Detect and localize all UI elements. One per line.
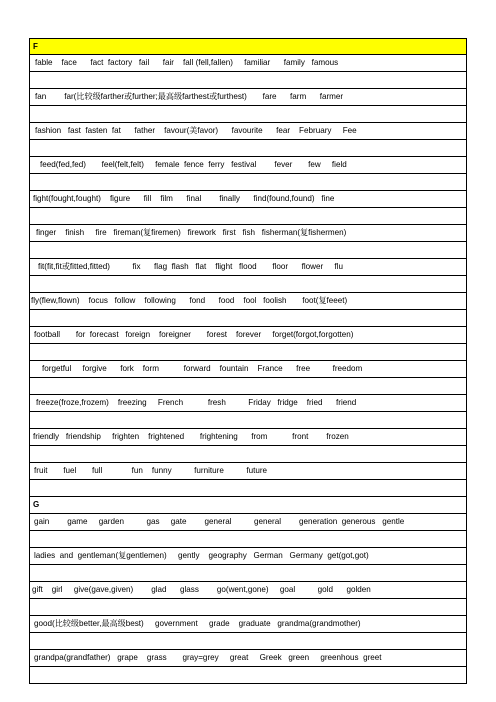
- word-line: good(比较级better,最高级best) government grade graduate grandma(grandmother): [34, 619, 361, 628]
- table-row: [29, 548, 467, 565]
- section-header-g: [29, 497, 467, 514]
- word-line: fable face fact factory fail fair fall (fell,fallen) familiar family famous: [35, 58, 339, 67]
- blank-row: [29, 72, 467, 89]
- table-row: [29, 650, 467, 667]
- vocabulary-table: [29, 38, 467, 662]
- table-row: [29, 259, 467, 276]
- table-row: [29, 429, 467, 446]
- blank-row: [29, 599, 467, 616]
- blank-row: [29, 344, 467, 361]
- word-line: fruit fuel full fun funny furniture future: [34, 466, 268, 475]
- word-line: fly(flew,flown) focus follow following fond food fool foolish foot(复feeet): [31, 296, 348, 305]
- blank-row: [29, 667, 467, 684]
- word-line: grandpa(grandfather) grape grass gray=grey great Greek green greenhous greet: [34, 653, 382, 662]
- blank-row: [29, 106, 467, 123]
- blank-row: [29, 378, 467, 395]
- word-line: fit(fit,fit或fitted,fitted) fix flag flash flat flight flood floor flower flu: [38, 262, 343, 271]
- word-line: ladies and gentleman(复gentlemen) gently geography German Germany get(got,got): [34, 551, 369, 560]
- blank-row: [29, 412, 467, 429]
- table-row: [29, 225, 467, 242]
- word-line: fight(fought,fought) figure fill film final finally find(found,found) fine: [33, 194, 335, 203]
- word-line: finger finish fire fireman(复firemen) firework first fish fisherman(复fishermen): [36, 228, 347, 237]
- word-line: fashion fast fasten fat father favour(美favor) favourite fear February Fee: [35, 126, 357, 135]
- table-row: [29, 361, 467, 378]
- blank-row: [29, 276, 467, 293]
- blank-row: [29, 531, 467, 548]
- blank-row: [29, 140, 467, 157]
- blank-row: [29, 446, 467, 463]
- table-row: [29, 293, 467, 310]
- table-row: [29, 395, 467, 412]
- table-row: [29, 582, 467, 599]
- table-row: [29, 463, 467, 480]
- word-line: freeze(froze,frozem) freezing French fresh Friday fridge fried friend: [36, 398, 357, 407]
- table-row: [29, 55, 467, 72]
- blank-row: [29, 310, 467, 327]
- blank-row: [29, 208, 467, 225]
- word-line: forgetful forgive fork form forward fountain France free freedom: [42, 364, 363, 373]
- table-row: [29, 616, 467, 633]
- table-row: [29, 191, 467, 208]
- table-row: [29, 157, 467, 174]
- word-line: gain game garden gas gate general general generation generous gentle: [34, 517, 405, 526]
- word-line: friendly friendship frighten frightened frightening from front frozen: [33, 432, 349, 441]
- blank-row: [29, 174, 467, 191]
- blank-row: [29, 565, 467, 582]
- blank-row: [29, 480, 467, 497]
- word-line: fan far(比较级farther或further;最高级farthest或furthest) fare farm farmer: [35, 92, 344, 101]
- table-row: [29, 89, 467, 106]
- table-row: [29, 123, 467, 140]
- section-header-f: [29, 38, 467, 55]
- word-line: feed(fed,fed) feel(felt,felt) female fence ferry festival fever few field: [40, 160, 347, 169]
- table-row: [29, 514, 467, 531]
- section-letter: F: [33, 42, 38, 51]
- word-line: gift girl give(gave,given) glad glass go(went,gone) goal gold golden: [32, 585, 371, 594]
- word-line: football for forecast foreign foreigner forest forever forget(forgot,forgotten): [34, 330, 354, 339]
- table-row: [29, 327, 467, 344]
- blank-row: [29, 633, 467, 650]
- section-letter: G: [33, 500, 40, 509]
- blank-row: [29, 242, 467, 259]
